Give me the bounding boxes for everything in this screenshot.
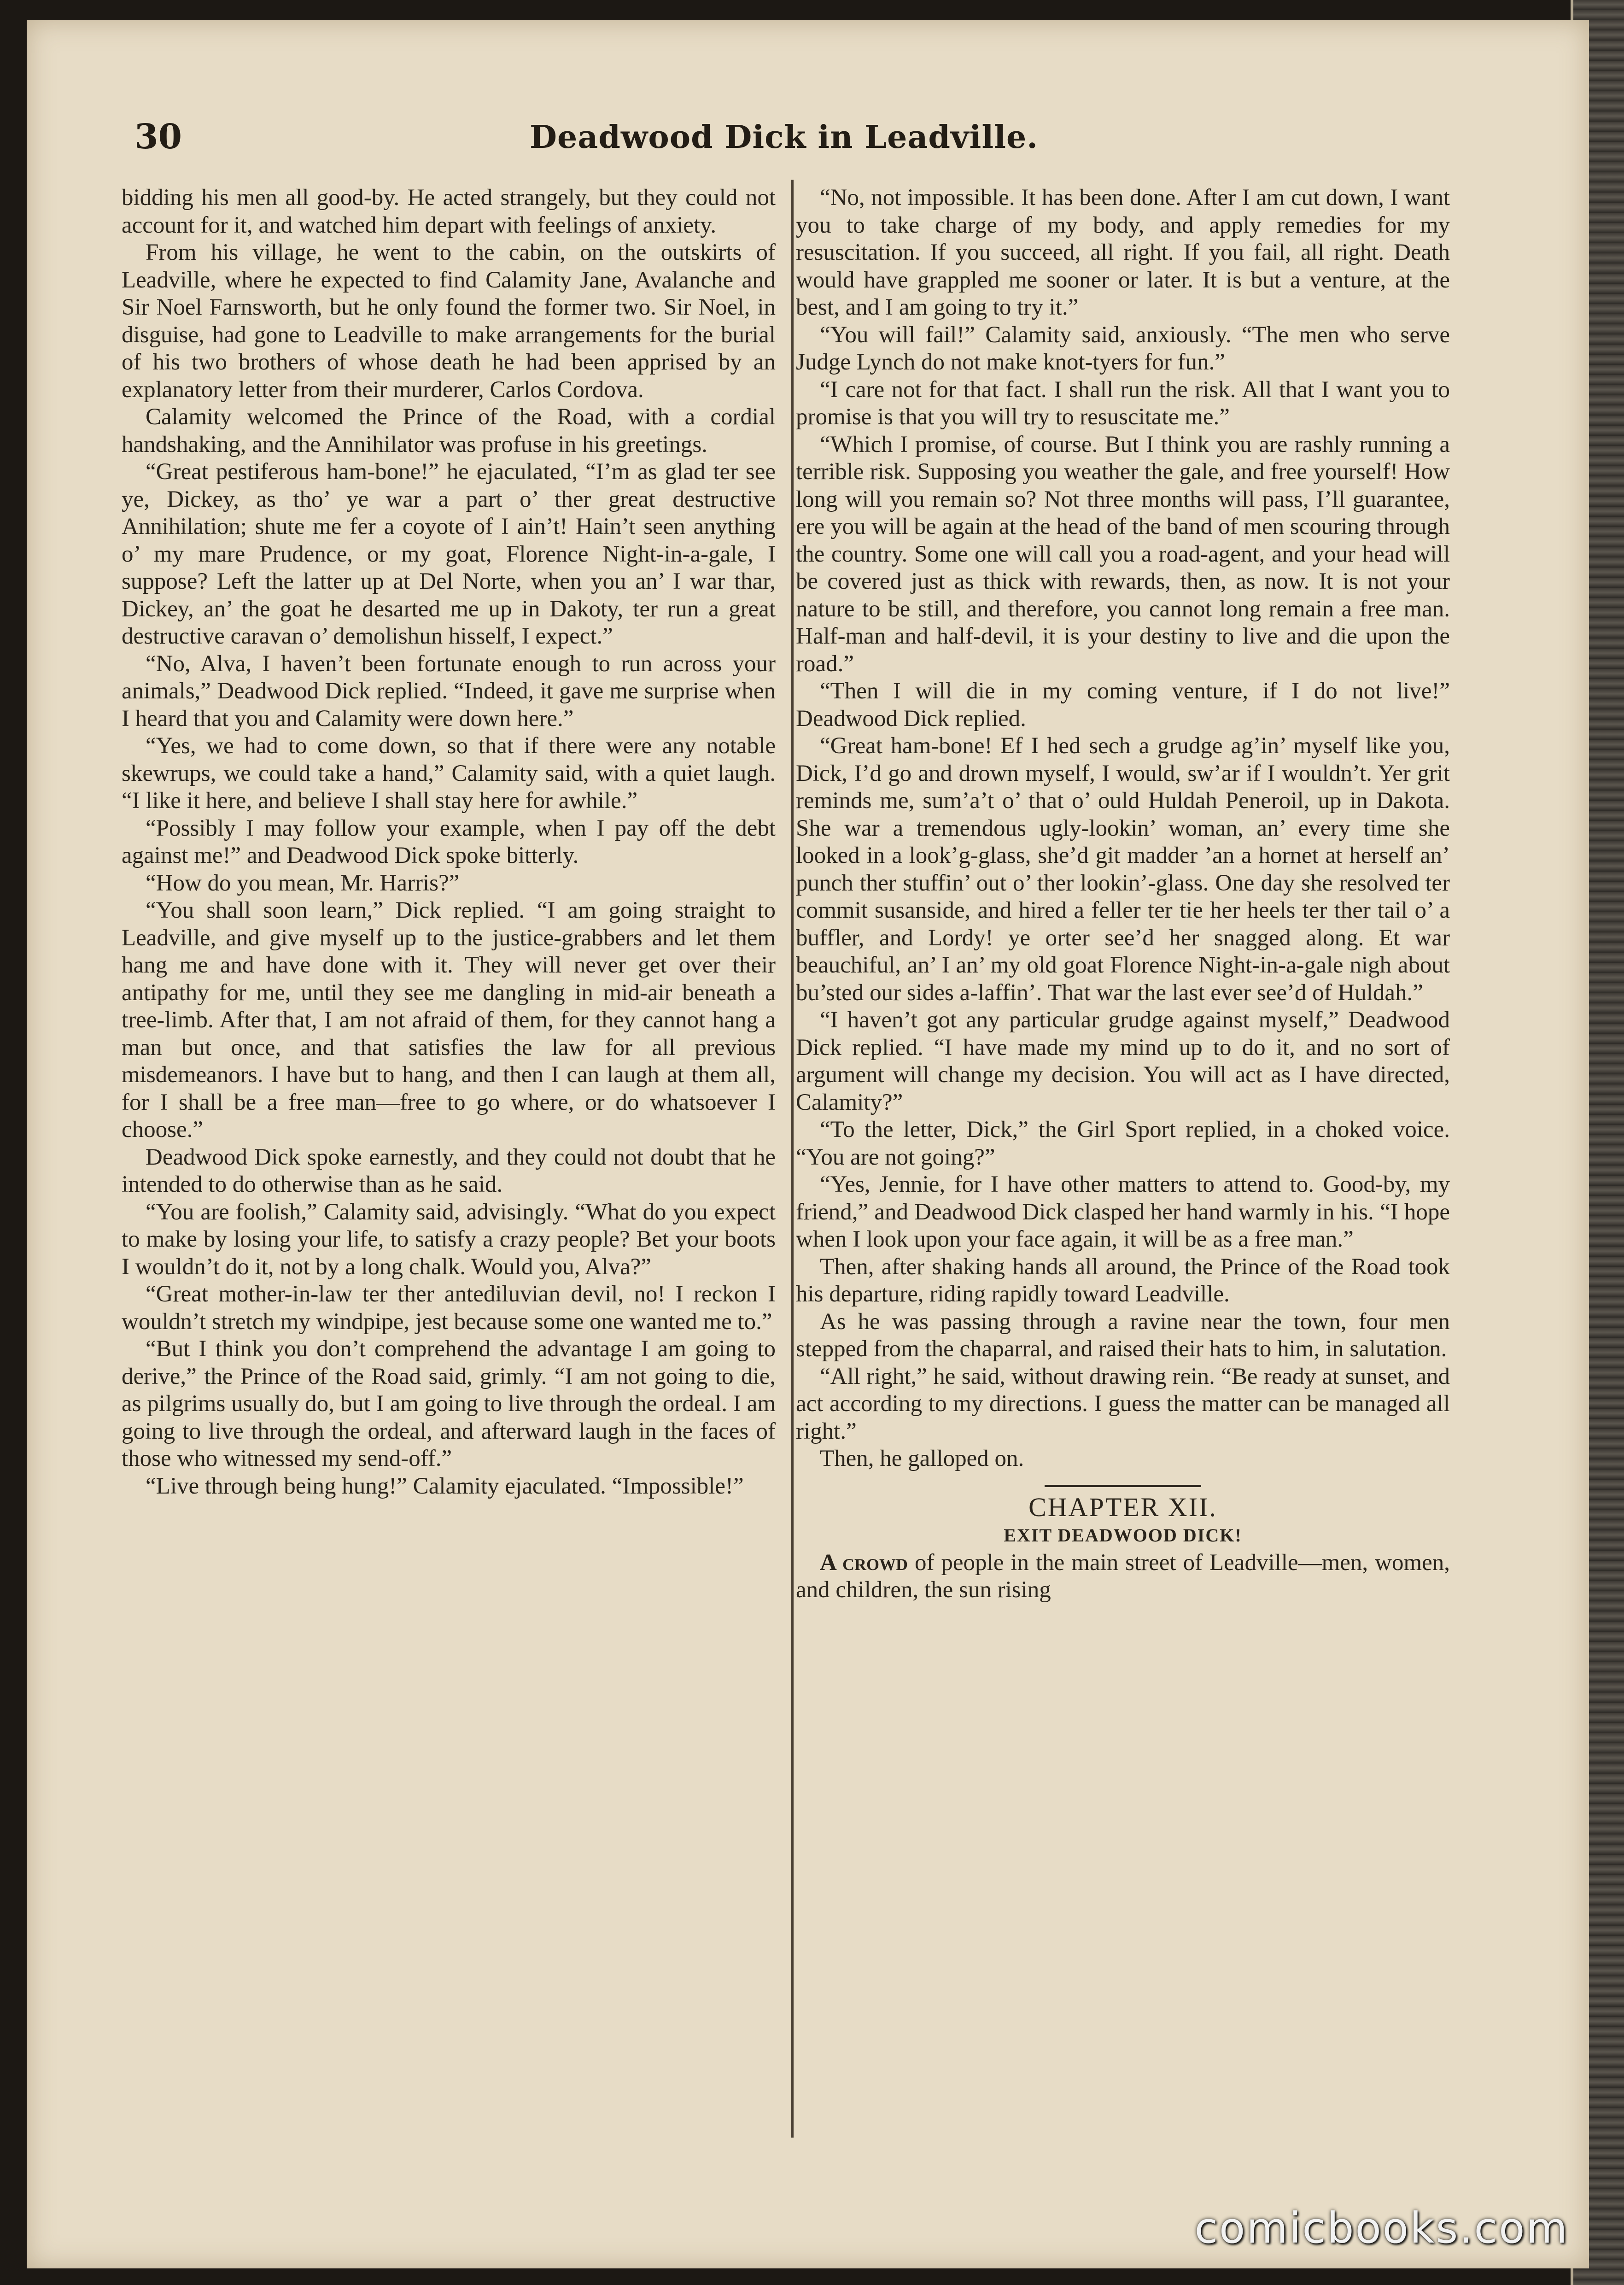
paragraph: “You will fail!” Calamity said, anxiously. “The men who serve Judge Lynch do not make knot-tyers for fun.” [796,322,1450,375]
paragraph: “Great ham-bone! Ef I hed sech a grudge ag’in’ myself like you, Dick, I’d go and drown myself, I would, sw’ar if I wouldn’t. Yer grit reminds me, sum’a’t o’ that o’ ould Huldah Peneroil, up in Dakota. She war a tremendous ugly-lookin’ woman, an’ every time she looked in a look’g-glass, she’d git madder ’an a hornet at herself an’ punch ther stuffin’ out o’ ther lookin’-glass. One day she resolved ter commit susanside, and hired a feller ter tie her heels ter ther tail o’ a buffler, and Lordy! ye orter see’d her snagged along. Et war beauchiful, an’ I an’ my old goat Florence Night-in-a-gale nigh about bu’sted our sides a-laffin’. That war the last ever see’d of Huldah.” [796,733,1450,1006]
paragraph: As he was passing through a ravine near the town, four men stepped from the chaparral, and raised their hats to him, in salutation. [796,1308,1450,1362]
paragraph: “But I think you don’t comprehend the advantage I am going to derive,” the Prince of the Road said, grimly. “I am not going to die, as pilgrims usually do, but I am going to live through the ordeal. I am going to live through the ordeal, and afterward laugh in the faces of those who witnessed my send-off.” [122,1336,776,1471]
paragraph: “How do you mean, Mr. Harris?” [146,870,460,896]
chapter-opening-paragraph [796,1549,1450,1604]
paragraph: “I care not for that fact. I shall run the risk. All that I want you to promise is that you will try to resuscitate me.” [796,376,1450,430]
paragraph: From his village, he went to the cabin, on the outskirts of Leadville, where he expected to find Calamity Jane, Avalanche and Sir Noel Farnsworth, but he only found the former two. Sir Noel, in disguise, had gone to Leadville to make arrangements for the burial of his two brothers of whose death he had been apprised by an explanatory letter from their murderer, Carlos Cordova. [122,240,776,403]
left-column [122,184,776,2165]
page-number: 30 [134,117,182,157]
running-title: Deadwood Dick in Leadville. [530,119,1038,156]
paragraph: “Great pestiferous ham-bone!” he ejaculated, “I’m as glad ter see ye, Dickey, as tho’ ye war a part o’ ther great destructive Annihilation; shute me fer a coyote of I ain’t! Hain’t seen anything o’ my mare Prudence, or my goat, Florence Night-in-a-gale, I suppose? Left the latter up at Del Norte, when you an’ I war thar, Dickey, an’ the goat he desarted me up in Dakoty, ter run a great destructive caravan o’ demolishun hisself, I expect.” [122,459,776,649]
paragraph: bidding his men all good-by. He acted strangely, but they could not account for it, and watched him depart with feelings of anxiety. [122,185,776,238]
paragraph: “Yes, Jennie, for I have other matters to attend to. Good-by, my friend,” and Deadwood Dick clasped her hand warmly in his. “I hope when I look upon your face again, it will be as a free man.” [796,1172,1450,1252]
paragraph: “Which I promise, of course. But I think you are rashly running a terrible risk. Supposing you weather the gale, and free yourself! How long will you remain so? Not three months will pass, I’ll guarantee, ere you will be again at the head of the band of men scouring through the country. Some one will call you a road-agent, and your head will be covered just as thick with rewards, then, as now. It is not your nature to be still, and therefore, you cannot long remain a free man. Half-man and half-devil, it is your destiny to live and die upon the road.” [796,431,1450,677]
page-header [107,97,1461,170]
paragraph: “No, not impossible. It has been done. After I am cut down, I want you to take charge of my body, and apply remedies for my resuscitation. If you succeed, all right. If you fail, all right. Death would have grappled me sooner or later. It is but a venture, at the best, and I am going to try it.” [796,185,1450,320]
paragraph: “No, Alva, I haven’t been fortunate enough to run across your animals,” Deadwood Dick replied. “Indeed, it gave me surprise when I heard that you and Calamity were down here.” [122,650,776,732]
chapter-lead-words: A crowd [820,1549,908,1576]
paragraph: “Great mother-in-law ter ther antediluvian devil, no! I reckon I wouldn’t stretch my windpipe, jest because some one wanted me to.” [122,1281,776,1335]
chapter-rule [1045,1485,1201,1487]
column-divider [791,180,794,2138]
paragraph: “Yes, we had to come down, so that if there were any notable skewrups, we could take a hand,” Calamity said, with a quiet laugh. “I like it here, and believe I shall stay here for awhile.” [122,733,776,814]
paragraph: Then, after shaking hands all around, the Prince of the Road took his departure, riding rapidly toward Leadville. [796,1254,1450,1307]
paragraph: “Possibly I may follow your example, when I pay off the debt against me!” and Deadwood Dick spoke bitterly. [122,815,776,868]
chapter-title: CHAPTER XII. [1028,1492,1217,1522]
paragraph: Then, he galloped on. [820,1446,1024,1471]
paragraph: “I haven’t got any particular grudge against myself,” Deadwood Dick replied. “I have made my mind up to do it, and no sort of argument will change my decision. You will act as I have directed, Calamity?” [796,1007,1450,1115]
chapter-opening-text: of people in the main street of Leadville—men, women, and children, the sun rising [796,1549,1450,1603]
right-column [796,184,1450,2165]
paragraph: “Then I will die in my coming venture, if I do not live!” Deadwood Dick replied. [796,678,1450,732]
paragraph: “All right,” he said, without drawing rein. “Be ready at sunset, and act according to my directions. I guess the matter can be managed all right.” [796,1363,1450,1444]
paragraph: “You are foolish,” Calamity said, advisingly. “What do you expect to make by losing your life, to satisfy a crazy people? Bet your boots I wouldn’t do it, not by a long chalk. Would you, Alva?” [122,1199,776,1280]
paragraph: “You shall soon learn,” Dick replied. “I am going straight to Leadville, and give myself up to the justice-grabbers and let them hang me and have done with it. They will never get over their antipathy for me, until they see me dangling in mid-air beneath a tree-limb. After that, I am not afraid of them, for they cannot hang a man but once, and that satisfies the law for all previous misdemeanors. I have but to hang, and then I can laugh at them all, for I shall be a free man—free to go where, or do whatsoever I choose.” [122,897,776,1142]
paragraph: Deadwood Dick spoke earnestly, and they could not doubt that he intended to do otherwise than as he said. [122,1144,776,1197]
paragraph: “To the letter, Dick,” the Girl Sport replied, in a choked voice. “You are not going?” [796,1117,1450,1170]
paragraph: Calamity welcomed the Prince of the Road, with a cordial handshaking, and the Annihilator was profuse in his greetings. [122,404,776,457]
paragraph: “Live through being hung!” Calamity ejaculated. “Impossible!” [146,1473,744,1499]
chapter-subtitle: EXIT DEADWOOD DICK! [1004,1525,1242,1546]
watermark-logo: comicbooks.com [1194,2203,1569,2253]
